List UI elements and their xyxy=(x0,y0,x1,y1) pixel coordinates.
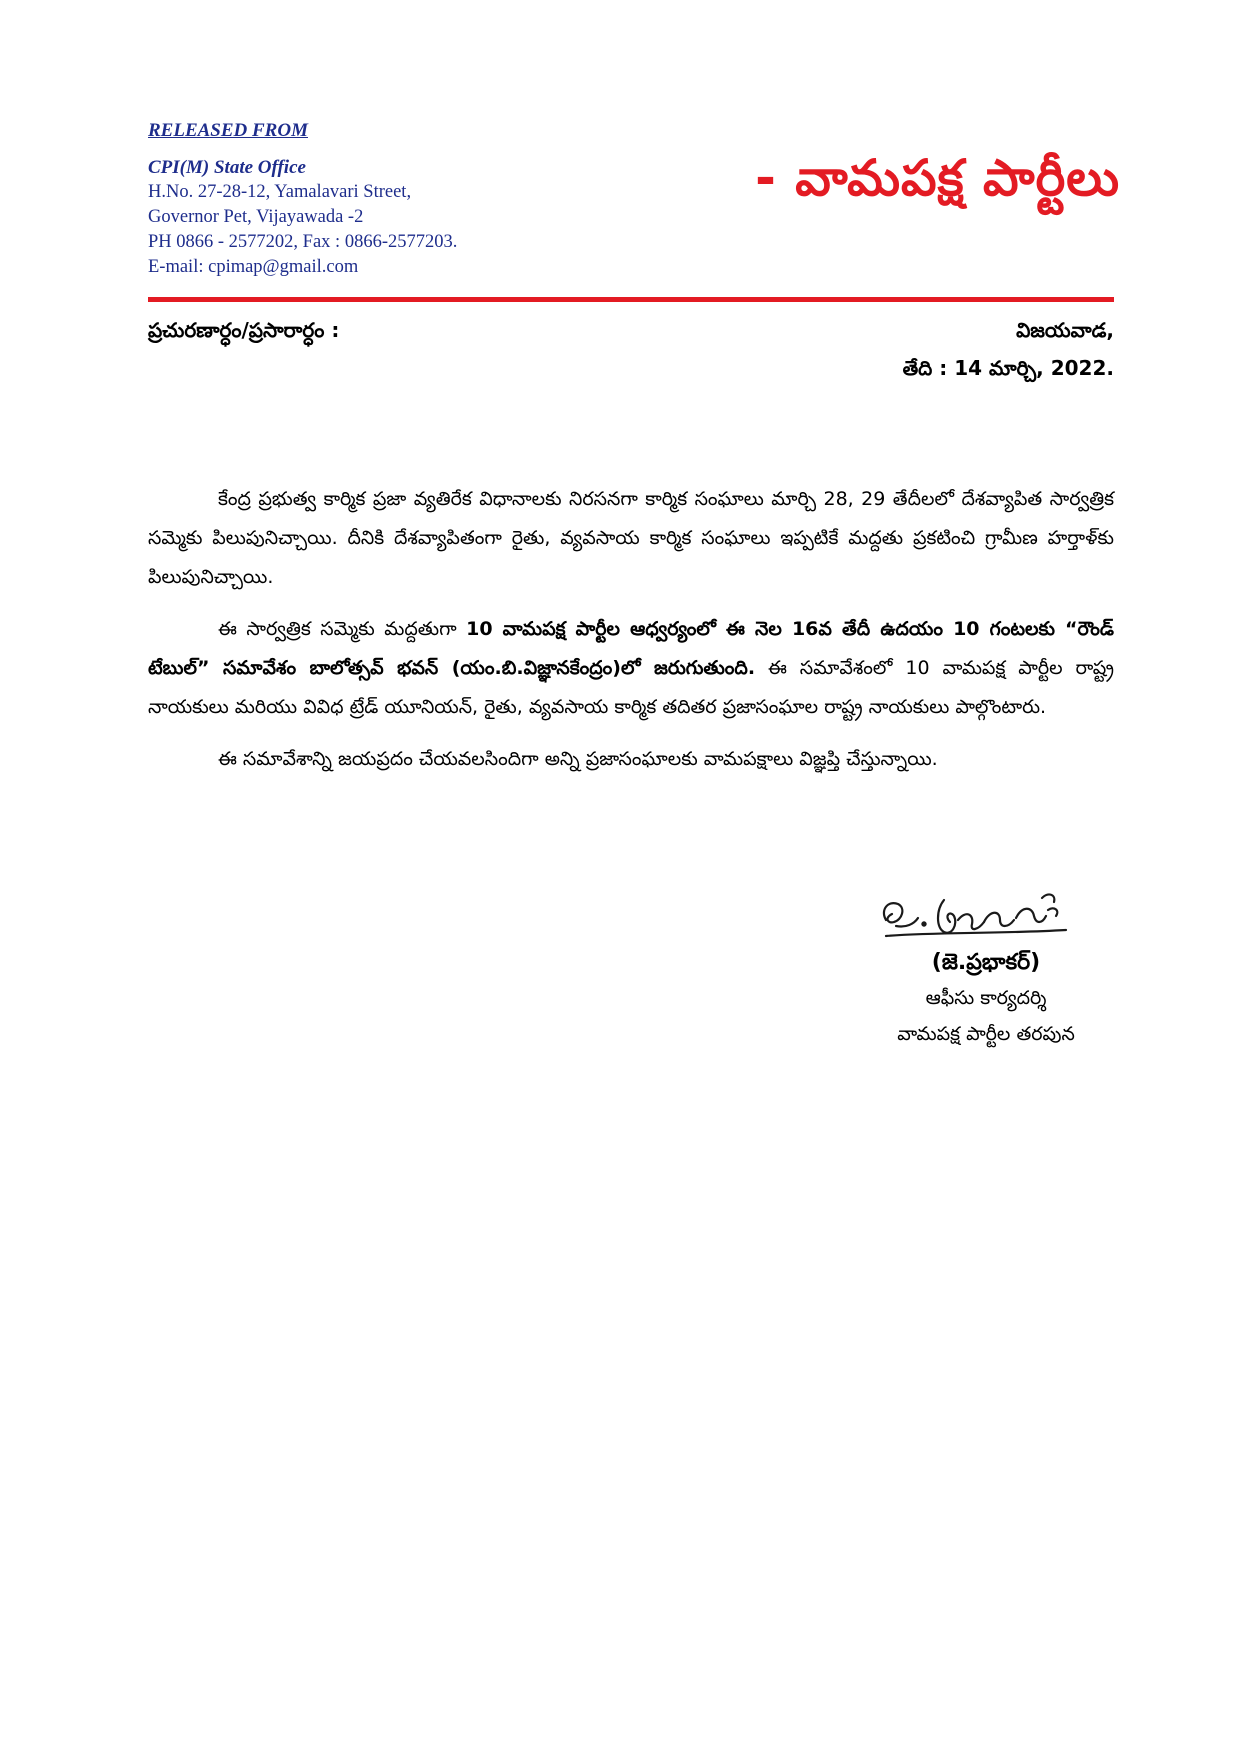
email-address: E-mail: cpimap@gmail.com xyxy=(148,257,359,277)
address-line-2: Governor Pet, Vijayawada -2 xyxy=(148,207,364,227)
release-body xyxy=(148,480,1114,792)
paragraph-2-intro: ఈ సార్వత్రిక సమ్మెకు మద్దతుగా xyxy=(218,618,467,640)
paragraph-2-rest: ఈ సమావేశంలో 10 వామపక్ష పార్టీల రాష్ట్ర నాయకులు మరియు వివిధ ట్రేడ్ యూనియన్, రైతు, వ్యవసాయ కార్మిక తదితర ప్రజాసంఘాల రాష్ట్ర నాయకులు పాల్గొంటారు. xyxy=(148,657,1114,718)
body-paragraph-1: కేంద్ర ప్రభుత్వ కార్మిక ప్రజా వ్యతిరేక విధానాలకు నిరసనగా కార్మిక సంఘాలు మార్చి 28, 29 తేదీలలో దేశవ్యాపిత సార్వత్రిక సమ్మెకు పిలుపునిచ్చాయి. దీనికి దేశవ్యాపితంగా రైతు, వ్యవసాయ కార్మిక సంఘాలు ఇప్పటికే మద్దతు ప్రకటించి గ్రామీణ హర్తాళ్‌కు పిలుపునిచ్చాయి. xyxy=(148,488,1114,588)
date-label: తేది : 14 మార్చి, 2022. xyxy=(902,356,1114,380)
office-name: CPI(M) State Office xyxy=(148,157,306,178)
release-label: ప్రచురణార్ధం/ప్రసారార్ధం : xyxy=(148,318,340,342)
body-paragraph-3: ఈ సమావేశాన్ని జయప్రదం చేయవలసిందిగా అన్ని ప్రజాసంఘాలకు వామపక్షాలు విజ్ఞప్తి చేస్తున్నాయి. xyxy=(218,748,938,770)
signature-block xyxy=(836,880,1136,1052)
signatory-role: ఆఫీసు కార్యదర్శి xyxy=(925,987,1047,1009)
letterhead-title: - వామపక్ష పార్టీలు xyxy=(755,149,1120,207)
place-label: విజయవాడ, xyxy=(1016,318,1114,342)
handwritten-signature xyxy=(866,880,1086,950)
address-line-1: H.No. 27-28-12, Yamalavari Street, xyxy=(148,182,412,202)
signatory-name: (జె.ప్రభాకర్) xyxy=(931,950,1041,975)
header-divider xyxy=(148,297,1114,302)
phone-fax: PH 0866 - 2577202, Fax : 0866-2577203. xyxy=(148,232,458,252)
paragraph-2-highlight: 10 వామపక్ష పార్టీల ఆధ్వర్యంలో ఈ నెల 16వ తేదీ ఉదయం 10 గంటలకు “రౌండ్ టేబుల్” సమావేశం బాలోత్సవ్ భవన్ (యం.బి.విజ్ఞానకేంద్రం)లో జరుగుతుంది. xyxy=(148,618,1114,679)
sender-address-block xyxy=(148,118,548,280)
body-paragraph-2 xyxy=(148,610,1114,727)
released-from-label: RELEASED FROM xyxy=(148,120,308,141)
on-behalf-of: వామపక్ష పార్టీల తరపున xyxy=(897,1023,1075,1045)
